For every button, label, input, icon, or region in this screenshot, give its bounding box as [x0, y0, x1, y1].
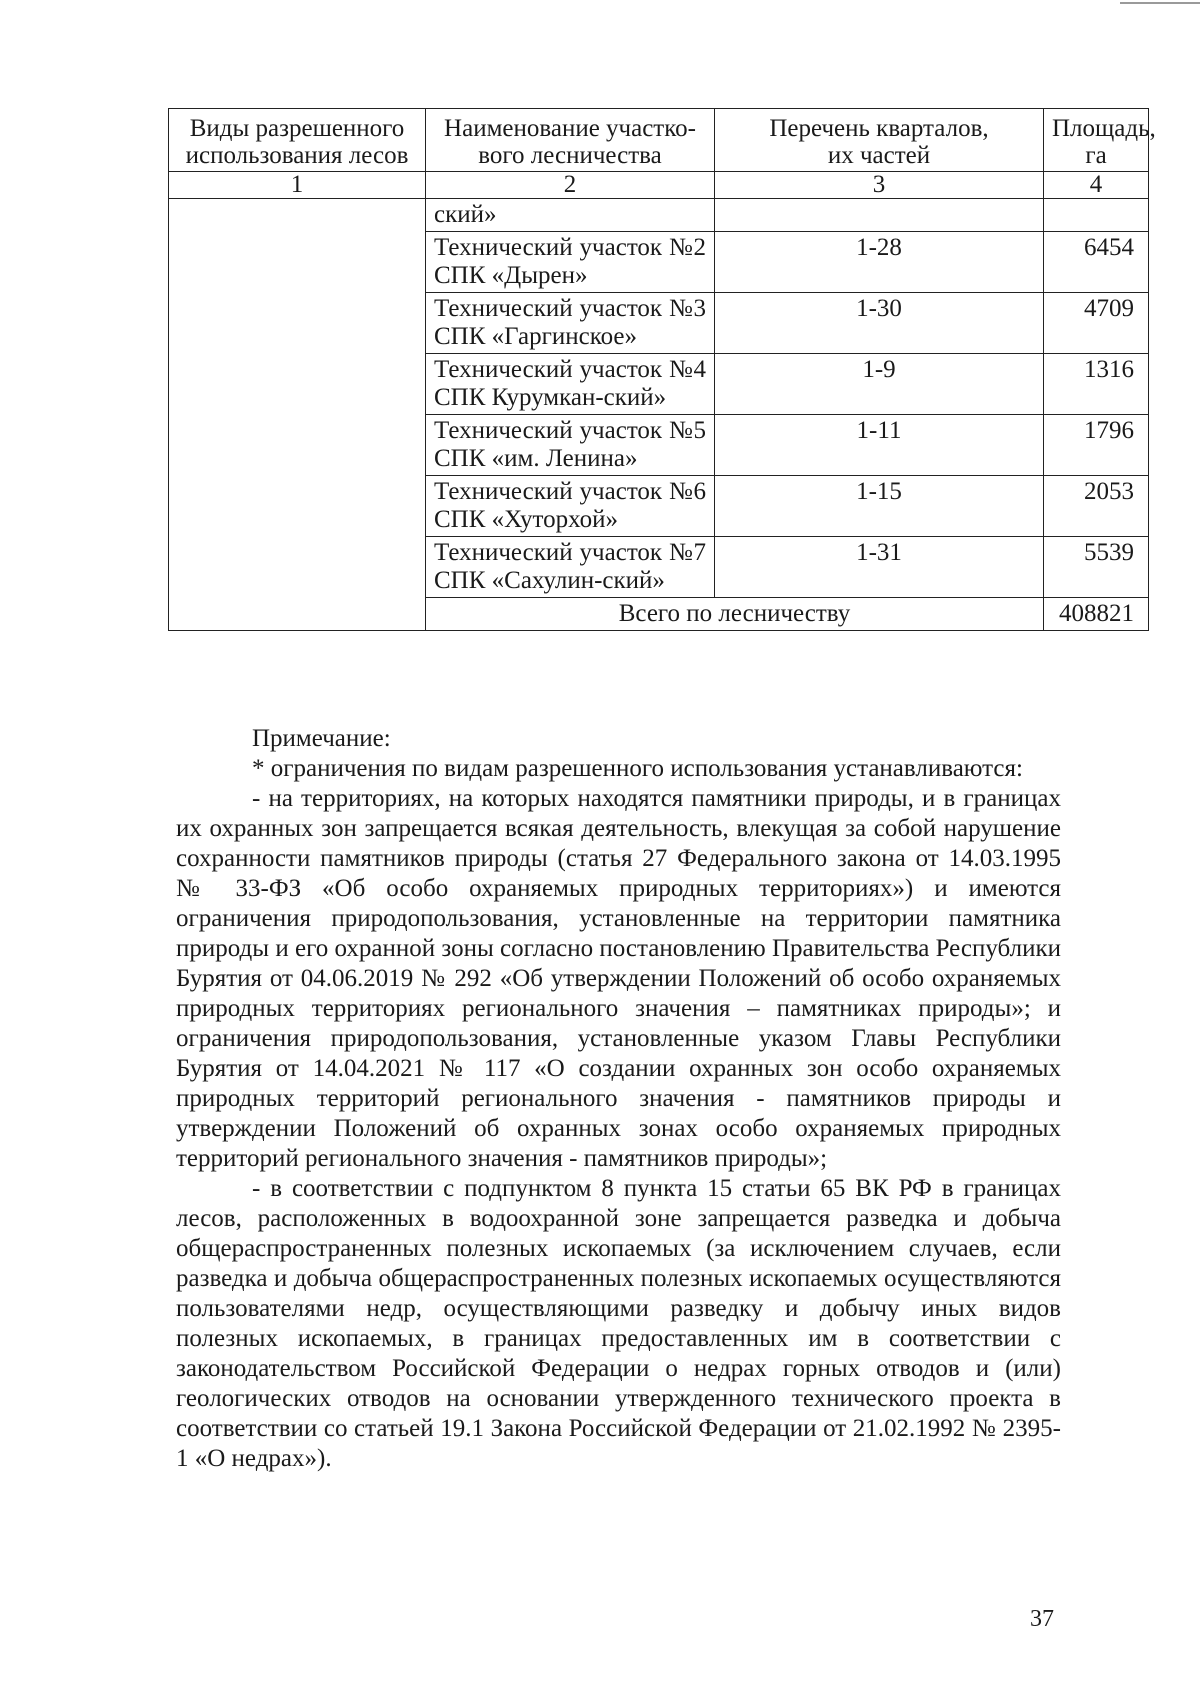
area-cell: 4709 — [1044, 293, 1149, 354]
area-cell: 2053 — [1044, 476, 1149, 537]
empty-cell — [169, 598, 426, 631]
header-forestry-name: Наименование участко- вого лесничества — [426, 109, 715, 172]
note-paragraph-protected-areas: - на территориях, на которых находятся памятники природы, и в границах их охранных зон запрещается всякая деятельность, влекущая за собой нарушение сохранности памятников природы (статья 27 Федерального закона от 14.03.1995 № 33-ФЗ «Об особо охраняемых природных территориях») и имеются ограничения природопользования, установленные на территории памятника природы и его охранной зоны согласно постановлению Правительства Республики Бурятия от 04.06.2019 № 292 «Об утверждении Положений об особо охраняемых природных территориях регионального значения – памятниках природы»; и ограничения природопользования, установленные указом Главы Республики Бурятия от 14.04.2021 № 117 «О создании охранных зон особо охраняемых природных территорий регионального значения - памятников природы и утверждении Положений об охранных зонах особо охраняемых природных территорий регионального значения - памятников природы»; — [176, 785, 1061, 1172]
area-cell: 1316 — [1044, 354, 1149, 415]
column-number-row — [169, 172, 1149, 199]
note-heading: Примечание: — [252, 725, 391, 752]
quarters-cell: 1-30 — [715, 293, 1044, 354]
forestry-name-cell: Технический участок №6 СПК «Хуторхой» — [426, 476, 715, 537]
page-edge-line — [1120, 2, 1200, 4]
total-label: Всего по лесничеству — [426, 598, 1044, 631]
note-intro: * ограничения по видам разрешенного использования устанавливаются: — [252, 755, 1023, 782]
note-paragraph-water-zone: - в соответствии с подпунктом 8 пункта 15 статьи 65 ВК РФ в границах лесов, расположенных в водоохранной зоне запрещается разведка и добыча общераспространенных полезных ископаемых (за исключением случаев, если разведка и добыча общераспространенных полезных ископаемых осуществляются пользователями недр, осуществляющими разведку и добычу иных видов полезных ископаемых, в границах предоставленных им в соответствии с законодательством Российской Федерации о недрах горных отводов и (или) геологических отводов на основании утвержденного технического проекта в соответствии со статьей 19.1 Закона Российской Федерации от 21.02.1992 № 2395-1 «О недрах»). — [176, 1175, 1061, 1472]
area-cell — [1044, 199, 1149, 232]
empty-cell — [169, 415, 426, 476]
area-cell: 5539 — [1044, 537, 1149, 598]
forestry-name-cell: Технический участок №4 СПК Курумкан-ский» — [426, 354, 715, 415]
header-use-types: Виды разрешенного использования лесов — [169, 109, 426, 172]
total-value: 408821 — [1044, 598, 1149, 631]
forestry-name-cell: Технический участок №5 СПК «им. Ленина» — [426, 415, 715, 476]
forestry-name-cell: Технический участок №3 СПК «Гаргинское» — [426, 293, 715, 354]
quarters-cell: 1-28 — [715, 232, 1044, 293]
page-number: 37 — [1030, 1606, 1054, 1632]
forestry-name-cell: Технический участок №7 СПК «Сахулин-ский» — [426, 537, 715, 598]
note-section — [176, 724, 1061, 1474]
forest-use-table — [168, 108, 1156, 631]
table-row — [169, 199, 1149, 232]
column-number: 3 — [715, 172, 1044, 199]
quarters-cell: 1-31 — [715, 537, 1044, 598]
empty-cell — [169, 199, 426, 232]
empty-cell — [169, 293, 426, 354]
area-cell: 1796 — [1044, 415, 1149, 476]
table-row — [169, 293, 1149, 354]
column-number: 1 — [169, 172, 426, 199]
quarters-cell: 1-15 — [715, 476, 1044, 537]
table-header-row — [169, 109, 1149, 172]
area-cell: 6454 — [1044, 232, 1149, 293]
column-number: 2 — [426, 172, 715, 199]
table-row — [169, 354, 1149, 415]
column-number: 4 — [1044, 172, 1149, 199]
forestry-name-cell: Технический участок №2 СПК «Дырен» — [426, 232, 715, 293]
header-quarters: Перечень кварталов, их частей — [715, 109, 1044, 172]
table-row — [169, 537, 1149, 598]
quarters-cell: 1-9 — [715, 354, 1044, 415]
header-area: Площадь, га — [1044, 109, 1149, 172]
table-row — [169, 476, 1149, 537]
table-row — [169, 415, 1149, 476]
quarters-cell: 1-11 — [715, 415, 1044, 476]
empty-cell — [169, 537, 426, 598]
table-row — [169, 232, 1149, 293]
table-body — [169, 199, 1149, 598]
quarters-cell — [715, 199, 1044, 232]
empty-cell — [169, 476, 426, 537]
total-row — [169, 598, 1149, 631]
empty-cell — [169, 354, 426, 415]
empty-cell — [169, 232, 426, 293]
forestry-name-cell: ский» — [426, 199, 715, 232]
